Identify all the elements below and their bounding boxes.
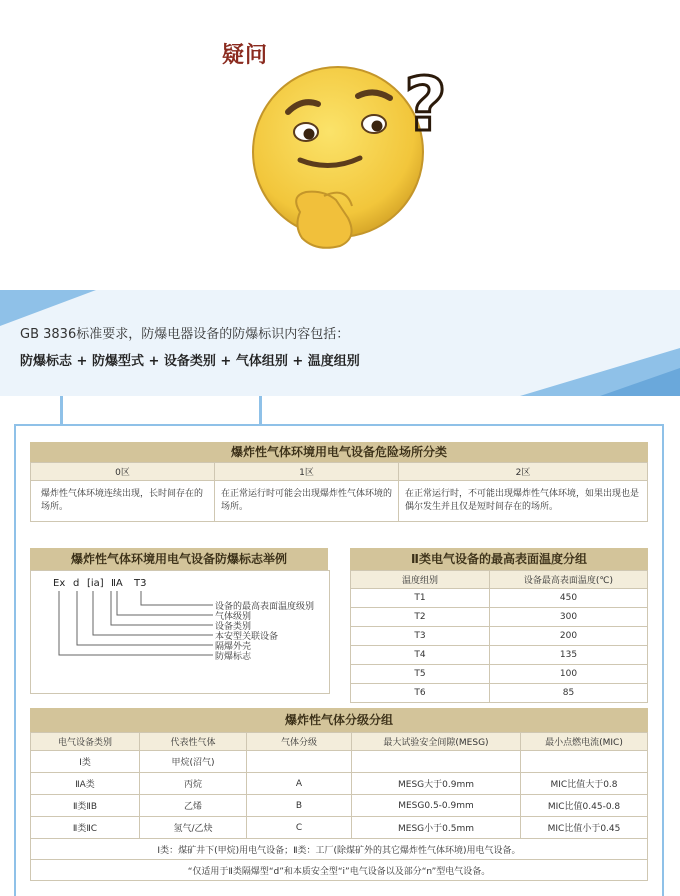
code-ia: [ia] bbox=[87, 578, 104, 589]
gas-header-gas: 代表性气体 bbox=[140, 733, 247, 751]
gas-representative: 乙烯 bbox=[140, 795, 247, 817]
connector-left bbox=[60, 396, 63, 424]
gas-groups-title: 爆炸性气体分级分组 bbox=[30, 708, 648, 732]
table-row bbox=[31, 817, 648, 839]
gas-groups-table bbox=[30, 732, 648, 881]
gas-mic: MIC比值0.45-0.8 bbox=[521, 795, 648, 817]
gas-mesg: MESG大于0.9mm bbox=[352, 773, 521, 795]
gas-representative: 甲烷(沼气) bbox=[140, 751, 247, 773]
gas-note-categories: Ⅰ类：煤矿井下(甲烷)用电气设备；Ⅱ类：工厂(除煤矿外的其它爆炸性气体环境)用电气设备。 bbox=[31, 839, 648, 860]
table-row bbox=[351, 627, 648, 646]
zone-1-description: 在正常运行时可能会出现爆炸性气体环境的场所。 bbox=[215, 481, 399, 522]
temperature-table bbox=[350, 570, 648, 703]
gas-mic: MIC比值大于0.8 bbox=[521, 773, 648, 795]
banner-line-components: 防爆标志 + 防爆型式 + 设备类别 + 气体组别 + 温度组别 bbox=[20, 354, 360, 369]
thinking-face-icon bbox=[0, 0, 680, 290]
table-row bbox=[31, 751, 648, 773]
code-ex: Ex bbox=[53, 578, 66, 589]
table-row bbox=[351, 665, 648, 684]
marking-example-title: 爆炸性气体环境用电气设备防爆标志举例 bbox=[30, 548, 328, 570]
temp-value: 135 bbox=[490, 646, 648, 665]
label-explosion-mark: 防爆标志 bbox=[215, 652, 252, 662]
table-row bbox=[351, 646, 648, 665]
table-row bbox=[31, 773, 648, 795]
temp-group: T2 bbox=[351, 608, 490, 627]
zone-0-description: 爆炸性气体环境连续出现，长时间存在的场所。 bbox=[31, 481, 215, 522]
zone-2-header: 2区 bbox=[399, 463, 648, 481]
code-iia: ⅡA bbox=[111, 578, 123, 589]
temp-header-group: 温度组别 bbox=[351, 571, 490, 589]
gas-mesg: MESG小于0.5mm bbox=[352, 817, 521, 839]
question-mark: ? bbox=[404, 62, 447, 148]
gas-header-class: 气体分级 bbox=[247, 733, 352, 751]
zone-2-description: 在正常运行时，不可能出现爆炸性气体环境，如果出现也是偶尔发生并且仅是短时间存在的场所。 bbox=[399, 481, 648, 522]
gas-category: Ⅱ类ⅡB bbox=[31, 795, 140, 817]
gas-mesg: MESG0.5-0.9mm bbox=[352, 795, 521, 817]
connector-right bbox=[259, 396, 262, 424]
zone-0-header: 0区 bbox=[31, 463, 215, 481]
gas-note-applicability: “仅适用于Ⅱ类隔爆型“d”和本质安全型“i”电气设备以及部分“n”型电气设备。 bbox=[31, 860, 648, 881]
gas-class: B bbox=[247, 795, 352, 817]
gas-class: A bbox=[247, 773, 352, 795]
label-flameproof-enclosure: 隔爆外壳 bbox=[215, 642, 252, 652]
intro-banner bbox=[0, 290, 680, 396]
label-max-surface-temp: 设备的最高表面温度级别 bbox=[215, 602, 315, 612]
gas-category: Ⅰ类 bbox=[31, 751, 140, 773]
zone-1-header: 1区 bbox=[215, 463, 399, 481]
gas-representative: 丙烷 bbox=[140, 773, 247, 795]
gas-header-category: 电气设备类别 bbox=[31, 733, 140, 751]
gas-mesg bbox=[352, 751, 521, 773]
gas-class: C bbox=[247, 817, 352, 839]
temp-group: T4 bbox=[351, 646, 490, 665]
gas-category: ⅡA类 bbox=[31, 773, 140, 795]
table-row bbox=[351, 608, 648, 627]
temperature-title: Ⅱ类电气设备的最高表面温度分组 bbox=[350, 548, 648, 570]
thinking-face-illustration bbox=[0, 0, 680, 290]
temp-header-max: 设备最高表面温度(℃) bbox=[490, 571, 648, 589]
label-associated-apparatus: 本安型关联设备 bbox=[215, 632, 279, 642]
label-gas-level: 气体级别 bbox=[215, 612, 252, 622]
explosion-proof-info-panel bbox=[14, 424, 664, 896]
code-d: d bbox=[73, 578, 80, 589]
gas-mic bbox=[521, 751, 648, 773]
gas-category: Ⅱ类ⅡC bbox=[31, 817, 140, 839]
label-equipment-category: 设备类别 bbox=[215, 622, 252, 632]
marking-example-diagram bbox=[30, 570, 330, 694]
banner-decoration bbox=[0, 290, 680, 396]
zones-table bbox=[30, 462, 648, 522]
table-row bbox=[351, 589, 648, 608]
temp-value: 300 bbox=[490, 608, 648, 627]
temp-value: 450 bbox=[490, 589, 648, 608]
zones-title: 爆炸性气体环境用电气设备危险场所分类 bbox=[30, 442, 648, 462]
gas-header-mesg: 最大试验安全间隙(MESG) bbox=[352, 733, 521, 751]
marking-leader-lines bbox=[31, 571, 329, 693]
caption-yiwen: 疑问 bbox=[222, 43, 269, 68]
temp-group: T5 bbox=[351, 665, 490, 684]
temp-value: 85 bbox=[490, 684, 648, 703]
temp-group: T1 bbox=[351, 589, 490, 608]
gas-header-mic: 最小点燃电流(MIC) bbox=[521, 733, 648, 751]
banner-line-requirement: GB 3836标准要求，防爆电器设备的防爆标识内容包括： bbox=[20, 327, 350, 342]
temp-group: T3 bbox=[351, 627, 490, 646]
gas-representative: 氢气/乙炔 bbox=[140, 817, 247, 839]
temp-value: 200 bbox=[490, 627, 648, 646]
code-t3: T3 bbox=[134, 578, 147, 589]
temp-group: T6 bbox=[351, 684, 490, 703]
gas-class bbox=[247, 751, 352, 773]
temp-value: 100 bbox=[490, 665, 648, 684]
gas-mic: MIC比值小于0.45 bbox=[521, 817, 648, 839]
table-row bbox=[351, 684, 648, 703]
table-row bbox=[31, 795, 648, 817]
